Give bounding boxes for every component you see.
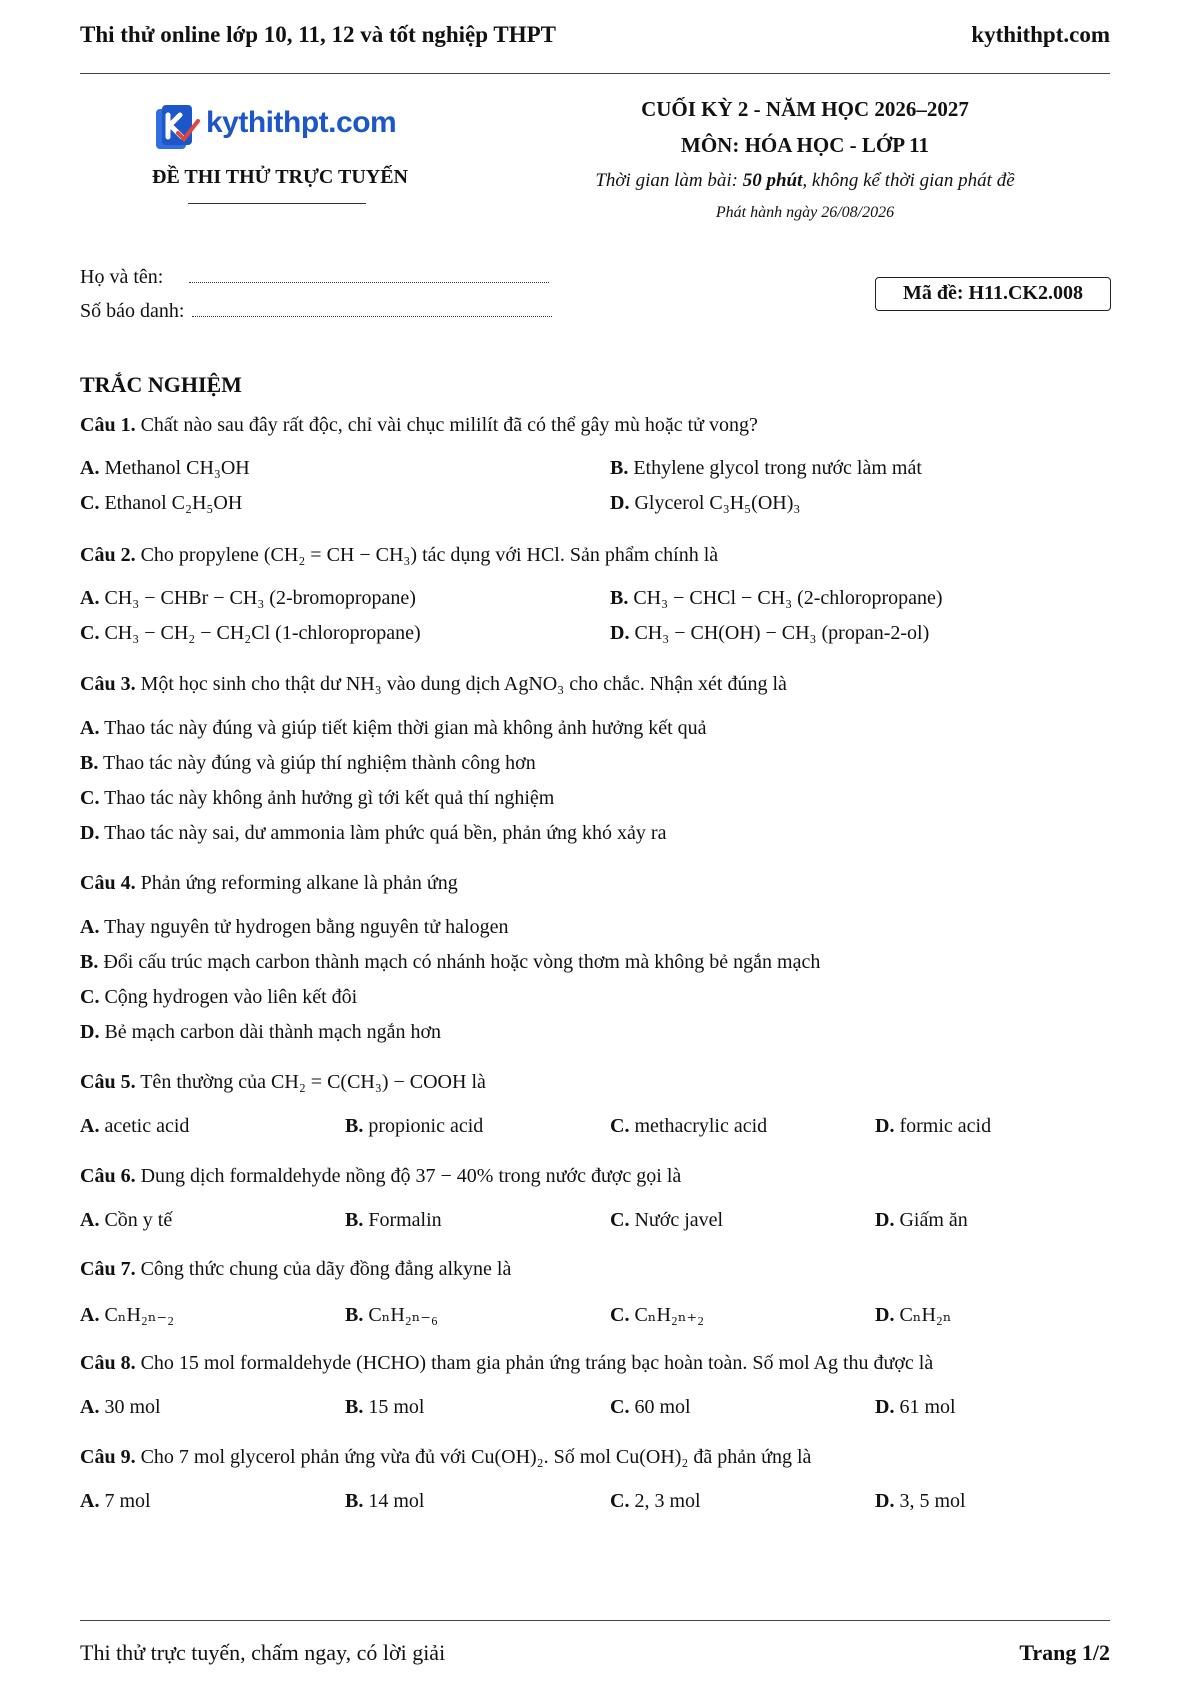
exam-type: ĐỀ THI THỬ TRỰC TUYẾN (152, 166, 408, 188)
option-text: 30 mol (104, 1396, 161, 1418)
option-c[interactable] (610, 1115, 767, 1138)
option-c[interactable] (80, 986, 357, 1009)
exam-title: CUỐI KỲ 2 - NĂM HỌC 2026–2027 (641, 97, 969, 121)
question-text: Dung dịch formaldehyde nồng độ 37 − 40% trong nước được gọi là (140, 1165, 682, 1187)
question-4 (80, 872, 458, 895)
option-c[interactable] (610, 1396, 691, 1419)
option-text: CₙH₂ₙ₋₂ (104, 1304, 175, 1326)
question-6 (80, 1165, 681, 1188)
option-letter: B. (345, 1115, 364, 1137)
option-letter: A. (80, 1115, 100, 1137)
option-text: 7 mol (104, 1490, 151, 1512)
option-letter: B. (345, 1209, 364, 1231)
option-a[interactable] (80, 1209, 172, 1232)
option-d[interactable] (610, 492, 800, 515)
option-letter: B. (80, 752, 99, 774)
name-field (80, 266, 549, 289)
subtitle-underline (188, 203, 366, 204)
option-text: Thao tác này sai, dư ammonia làm phức quá bền, phản ứng khó xảy ra (104, 822, 667, 844)
question-text: Công thức chung của dãy đồng đẳng alkyne là (140, 1258, 512, 1280)
question-5 (80, 1071, 486, 1094)
question-text: Tên thường của CH₂ = C(CH₃) − COOH là (140, 1071, 486, 1093)
option-d[interactable] (875, 1302, 952, 1327)
option-letter: D. (875, 1209, 895, 1231)
option-letter: B. (345, 1490, 364, 1512)
footer-divider (80, 1620, 1110, 1621)
question-label: Câu 2. (80, 544, 136, 566)
option-text: 2, 3 mol (634, 1490, 701, 1512)
issue-date: Phát hành ngày 26/08/2026 (715, 204, 895, 221)
question-2 (80, 544, 718, 567)
option-letter: C. (610, 1490, 630, 1512)
question-label: Câu 6. (80, 1165, 136, 1187)
header-divider (80, 73, 1110, 74)
option-letter: B. (610, 457, 629, 479)
option-letter: D. (610, 492, 630, 514)
header-title: Thi thử online lớp 10, 11, 12 và tốt nghiệp THPT (80, 22, 556, 47)
question-text: Cho 15 mol formaldehyde (HCHO) tham gia phản ứng tráng bạc hoàn toàn. Số mol Ag thu được là (140, 1352, 934, 1374)
option-letter: B. (80, 951, 99, 973)
option-text: CH₃ − CH(OH) − CH₃ (propan-2-ol) (634, 622, 930, 644)
option-letter: D. (875, 1490, 895, 1512)
question-text: Phản ứng reforming alkane là phản ứng (140, 872, 458, 894)
option-text: Cồn y tế (104, 1209, 173, 1231)
option-text: 14 mol (368, 1490, 425, 1512)
option-letter: A. (80, 1490, 100, 1512)
option-text: Thao tác này đúng và giúp tiết kiệm thời gian mà không ảnh hưởng kết quả (104, 717, 707, 739)
option-text: propionic acid (368, 1115, 484, 1137)
option-a[interactable] (80, 916, 508, 939)
option-text: 3, 5 mol (899, 1490, 966, 1512)
option-text: methacrylic acid (634, 1115, 768, 1137)
option-a[interactable] (80, 1115, 189, 1138)
option-d[interactable] (80, 822, 666, 845)
option-b[interactable] (345, 1396, 424, 1419)
option-a[interactable] (80, 1302, 174, 1327)
option-letter: A. (80, 1396, 100, 1418)
option-text: Giấm ăn (899, 1209, 968, 1231)
question-label: Câu 9. (80, 1446, 136, 1468)
id-field (80, 300, 552, 323)
option-b[interactable] (610, 457, 922, 480)
question-text: Một học sinh cho thật dư NH₃ vào dung dịch AgNO₃ cho chắc. Nhận xét đúng là (140, 673, 787, 695)
exam-duration: Thời gian làm bài: 50 phút, không kể thời gian phát đề (595, 170, 1015, 191)
option-letter: C. (610, 1304, 630, 1326)
option-letter: C. (610, 1396, 630, 1418)
question-label: Câu 8. (80, 1352, 136, 1374)
question-label: Câu 3. (80, 673, 136, 695)
option-text: Methanol CH₃OH (104, 457, 250, 479)
option-letter: D. (875, 1304, 895, 1326)
option-letter: C. (80, 492, 100, 514)
option-text: CₙH₂ₙ (899, 1304, 952, 1326)
option-c[interactable] (610, 1490, 701, 1513)
option-text: 61 mol (899, 1396, 956, 1418)
option-letter: B. (345, 1396, 364, 1418)
name-label: Họ và tên: (80, 266, 164, 288)
option-text: formic acid (899, 1115, 992, 1137)
option-letter: D. (610, 622, 630, 644)
option-d[interactable] (875, 1115, 991, 1138)
question-text: Chất nào sau đây rất độc, chỉ vài chục mililít đã có thể gây mù hoặc tử vong? (140, 414, 758, 436)
question-label: Câu 1. (80, 414, 136, 436)
header-site: kythithpt.com (971, 22, 1110, 47)
option-text: Bẻ mạch carbon dài thành mạch ngắn hơn (104, 1021, 442, 1043)
option-letter: D. (875, 1396, 895, 1418)
option-text: Thao tác này không ảnh hưởng gì tới kết quả thí nghiệm (104, 787, 555, 809)
option-letter: C. (80, 787, 100, 809)
option-letter: A. (80, 457, 100, 479)
option-c[interactable] (80, 787, 554, 810)
option-d[interactable] (610, 622, 929, 645)
option-letter: A. (80, 916, 100, 938)
option-d[interactable] (875, 1209, 968, 1232)
option-letter: C. (80, 986, 100, 1008)
option-c[interactable] (610, 1209, 723, 1232)
option-text: Đổi cấu trúc mạch carbon thành mạch có nhánh hoặc vòng thơm mà không bẻ ngắn mạch (103, 951, 821, 973)
option-letter: A. (80, 717, 100, 739)
option-d[interactable] (875, 1490, 966, 1513)
option-text: Nước javel (634, 1209, 724, 1231)
logo (152, 100, 412, 160)
logo-icon (152, 103, 202, 155)
option-b[interactable] (345, 1490, 424, 1513)
option-text: CₙH₂ₙ₊₂ (634, 1304, 705, 1326)
section-title: TRẮC NGHIỆM (80, 372, 242, 397)
option-a[interactable] (80, 1490, 151, 1513)
logo-text: kythithpt.com (206, 106, 397, 139)
option-a[interactable] (80, 1396, 161, 1419)
option-text: CH₃ − CH₂ − CH₂Cl (1-chloropropane) (104, 622, 421, 644)
option-b[interactable] (610, 587, 943, 610)
option-b[interactable] (80, 752, 536, 775)
question-text: Cho propylene (CH₂ = CH − CH₃) tác dụng với HCl. Sản phẩm chính là (140, 544, 719, 566)
option-b[interactable] (345, 1302, 438, 1327)
option-text: Formalin (368, 1209, 442, 1231)
option-a[interactable] (80, 457, 250, 480)
option-text: 15 mol (368, 1396, 425, 1418)
option-text: acetic acid (104, 1115, 190, 1137)
option-letter: C. (80, 622, 100, 644)
option-c[interactable] (610, 1302, 704, 1327)
option-letter: A. (80, 1209, 100, 1231)
question-text: Cho 7 mol glycerol phản ứng vừa đủ với Cu(OH)₂. Số mol Cu(OH)₂ đã phản ứng là (140, 1446, 812, 1468)
option-letter: B. (345, 1304, 364, 1326)
option-text: Glycerol C₃H₅(OH)₃ (634, 492, 801, 514)
option-a[interactable] (80, 717, 707, 740)
question-8 (80, 1352, 933, 1375)
option-text: CH₃ − CHCl − CH₃ (2-chloropropane) (633, 587, 943, 609)
question-3 (80, 673, 787, 696)
option-d[interactable] (875, 1396, 956, 1419)
question-label: Câu 4. (80, 872, 136, 894)
option-text: CₙH₂ₙ₋₆ (368, 1304, 438, 1326)
option-text: Ethylene glycol trong nước làm mát (633, 457, 922, 479)
question-label: Câu 7. (80, 1258, 136, 1280)
option-text: Thao tác này đúng và giúp thí nghiệm thành công hơn (102, 752, 536, 774)
option-letter: A. (80, 587, 100, 609)
option-d[interactable] (80, 1021, 441, 1044)
id-label: Số báo danh: (80, 300, 185, 322)
question-9 (80, 1446, 811, 1469)
option-letter: D. (80, 822, 100, 844)
option-a[interactable] (80, 587, 416, 610)
name-blank (189, 266, 549, 283)
exam-subject: MÔN: HÓA HỌC - LỚP 11 (681, 133, 929, 157)
option-text: Cộng hydrogen vào liên kết đôi (104, 986, 358, 1008)
exam-code: Mã đề: H11.CK2.008 (875, 277, 1111, 311)
id-blank (192, 300, 552, 317)
option-c[interactable] (80, 622, 421, 645)
option-b[interactable] (80, 951, 820, 974)
question-label: Câu 5. (80, 1071, 136, 1093)
option-letter: D. (80, 1021, 100, 1043)
option-text: CH₃ − CHBr − CH₃ (2-bromopropane) (104, 587, 416, 609)
option-b[interactable] (345, 1115, 483, 1138)
footer-text: Thi thử trực tuyến, chấm ngay, có lời giải (80, 1640, 446, 1665)
question-1 (80, 414, 758, 437)
option-letter: B. (610, 587, 629, 609)
option-text: Ethanol C₂H₅OH (104, 492, 243, 514)
option-b[interactable] (345, 1209, 442, 1232)
question-7 (80, 1258, 511, 1281)
option-letter: D. (875, 1115, 895, 1137)
option-text: Thay nguyên tử hydrogen bằng nguyên tử halogen (104, 916, 509, 938)
option-letter: C. (610, 1115, 630, 1137)
option-letter: A. (80, 1304, 100, 1326)
page-number: Trang 1/2 (1019, 1640, 1110, 1665)
option-c[interactable] (80, 492, 242, 515)
option-letter: C. (610, 1209, 630, 1231)
option-text: 60 mol (634, 1396, 691, 1418)
